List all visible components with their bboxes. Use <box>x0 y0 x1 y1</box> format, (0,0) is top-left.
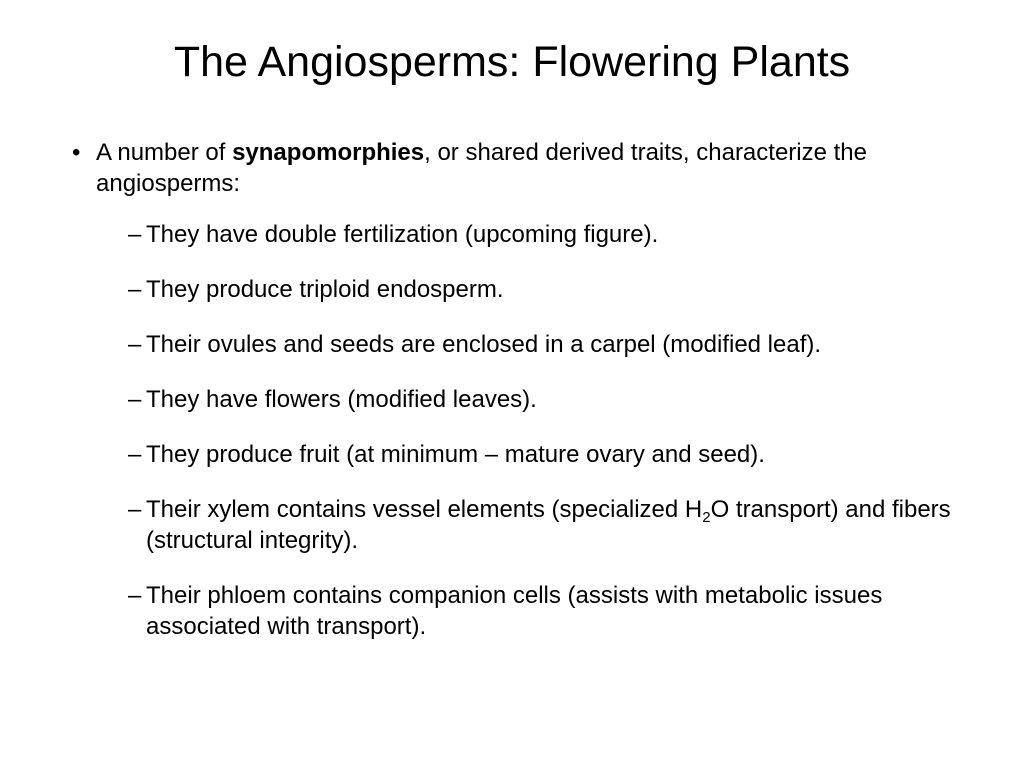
xylem-text-after: O transport) and fibers (structural integrity). <box>146 496 951 554</box>
xylem-text-before: Their xylem contains vessel elements (specialized H <box>146 496 703 523</box>
dash-icon: – <box>128 331 142 358</box>
sub-bullet-text: Their phloem contains companion cells (assists with metabolic issues associated with transport). <box>146 582 883 640</box>
sub-bullet-list <box>128 219 982 642</box>
dash-icon: – <box>128 496 142 523</box>
main-bullet-text <box>96 137 982 199</box>
main-bullet-suffix: , or shared derived traits, characterize the angiosperms: <box>96 139 867 197</box>
sub-bullet-text: They have flowers (modified leaves). <box>146 386 537 413</box>
sub-bullet-item <box>128 384 982 415</box>
sub-bullet-text: They have double fertilization (upcoming figure). <box>146 221 659 248</box>
sub-bullet-item <box>128 439 982 470</box>
sub-bullet-item <box>128 329 982 360</box>
dash-icon: – <box>128 276 142 303</box>
synapomorphies-term: synapomorphies <box>232 139 425 166</box>
water-subscript: 2 <box>702 509 711 526</box>
dash-icon: – <box>128 441 142 468</box>
sub-bullet-text: They produce fruit (at minimum – mature ovary and seed). <box>146 441 765 468</box>
slide-body <box>72 137 982 666</box>
dash-icon: – <box>128 582 142 609</box>
slide-title: The Angiosperms: Flowering Plants <box>173 38 851 86</box>
sub-bullet-item <box>128 580 982 642</box>
dash-icon: – <box>128 386 142 413</box>
sub-bullet-text <box>146 494 982 556</box>
dash-icon: – <box>128 221 142 248</box>
main-bullet <box>72 137 982 199</box>
sub-bullet-text: They produce triploid endosperm. <box>146 276 504 303</box>
sub-bullet-item <box>128 274 982 305</box>
sub-bullet-item <box>128 219 982 250</box>
bullet-icon: • <box>72 139 81 166</box>
sub-bullet-text: Their ovules and seeds are enclosed in a carpel (modified leaf). <box>146 331 822 358</box>
main-bullet-prefix: A number of <box>96 139 233 166</box>
sub-bullet-item <box>128 494 982 556</box>
